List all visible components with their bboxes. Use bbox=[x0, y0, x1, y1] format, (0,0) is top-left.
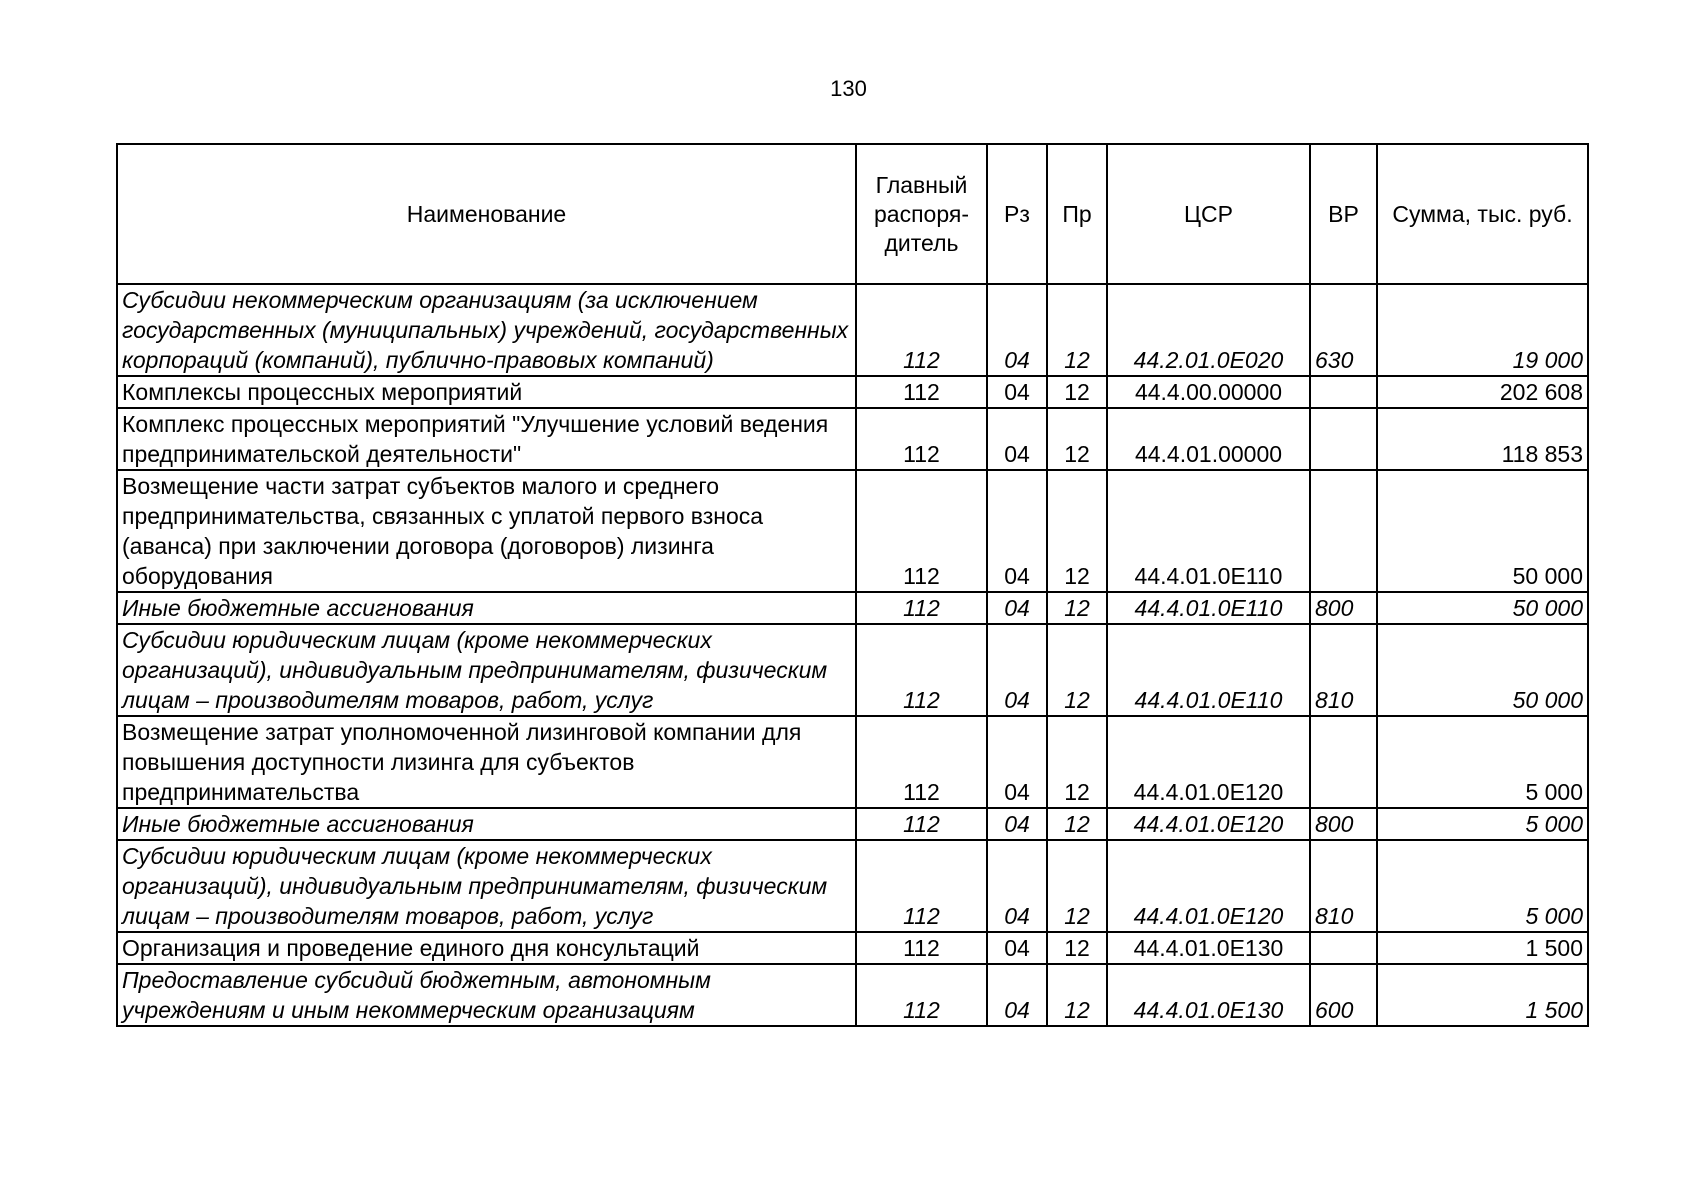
cell-section: 04 bbox=[987, 376, 1047, 408]
cell-name: Иные бюджетные ассигнования bbox=[117, 592, 856, 624]
table-row bbox=[117, 840, 1588, 932]
cell-name: Субсидии некоммерческим организациям (за исключением государственных (муниципальных) учреждений, государственных корпораций (компаний), публично-правовых компаний) bbox=[117, 284, 856, 376]
table-row bbox=[117, 408, 1588, 470]
table-row bbox=[117, 964, 1588, 1026]
cell-expense-type bbox=[1310, 716, 1377, 808]
cell-expense-type: 800 bbox=[1310, 592, 1377, 624]
cell-name: Комплекс процессных мероприятий "Улучшение условий ведения предпринимательской деятельности" bbox=[117, 408, 856, 470]
table-row bbox=[117, 624, 1588, 716]
cell-sum: 1 500 bbox=[1377, 964, 1588, 1026]
header-section: Рз bbox=[987, 144, 1047, 284]
cell-target-article: 44.4.01.00000 bbox=[1107, 408, 1310, 470]
cell-chief-manager: 112 bbox=[856, 716, 987, 808]
header-name: Наименование bbox=[117, 144, 856, 284]
cell-sum: 50 000 bbox=[1377, 592, 1588, 624]
table-row bbox=[117, 470, 1588, 592]
header-chief-manager: Главный распоря-дитель bbox=[856, 144, 987, 284]
cell-expense-type: 810 bbox=[1310, 624, 1377, 716]
header-subsection: Пр bbox=[1047, 144, 1107, 284]
cell-chief-manager: 112 bbox=[856, 592, 987, 624]
table-row bbox=[117, 376, 1588, 408]
cell-chief-manager: 112 bbox=[856, 840, 987, 932]
cell-name: Организация и проведение единого дня консультаций bbox=[117, 932, 856, 964]
cell-section: 04 bbox=[987, 624, 1047, 716]
cell-sum: 19 000 bbox=[1377, 284, 1588, 376]
cell-name: Субсидии юридическим лицам (кроме некоммерческих организаций), индивидуальным предпринимателям, физическим лицам – производителям товаров, работ, услуг bbox=[117, 840, 856, 932]
cell-target-article: 44.4.01.0Е120 bbox=[1107, 716, 1310, 808]
cell-sum: 50 000 bbox=[1377, 624, 1588, 716]
cell-chief-manager: 112 bbox=[856, 470, 987, 592]
table-row bbox=[117, 716, 1588, 808]
cell-name: Возмещение части затрат субъектов малого и среднего предпринимательства, связанных с уплатой первого взноса (аванса) при заключении договора (договоров) лизинга оборудования bbox=[117, 470, 856, 592]
table-row bbox=[117, 808, 1588, 840]
cell-subsection: 12 bbox=[1047, 964, 1107, 1026]
cell-sum: 202 608 bbox=[1377, 376, 1588, 408]
cell-target-article: 44.4.01.0Е120 bbox=[1107, 808, 1310, 840]
cell-name: Возмещение затрат уполномоченной лизинговой компании для повышения доступности лизинга для субъектов предпринимательства bbox=[117, 716, 856, 808]
cell-chief-manager: 112 bbox=[856, 932, 987, 964]
table-row bbox=[117, 932, 1588, 964]
cell-subsection: 12 bbox=[1047, 592, 1107, 624]
cell-expense-type: 810 bbox=[1310, 840, 1377, 932]
cell-chief-manager: 112 bbox=[856, 284, 987, 376]
cell-expense-type: 800 bbox=[1310, 808, 1377, 840]
cell-target-article: 44.2.01.0Е020 bbox=[1107, 284, 1310, 376]
table-row bbox=[117, 592, 1588, 624]
table-row bbox=[117, 284, 1588, 376]
cell-sum: 5 000 bbox=[1377, 716, 1588, 808]
cell-chief-manager: 112 bbox=[856, 376, 987, 408]
cell-section: 04 bbox=[987, 592, 1047, 624]
cell-sum: 5 000 bbox=[1377, 808, 1588, 840]
cell-target-article: 44.4.01.0Е130 bbox=[1107, 932, 1310, 964]
cell-sum: 118 853 bbox=[1377, 408, 1588, 470]
cell-name: Иные бюджетные ассигнования bbox=[117, 808, 856, 840]
cell-target-article: 44.4.01.0Е130 bbox=[1107, 964, 1310, 1026]
cell-subsection: 12 bbox=[1047, 716, 1107, 808]
cell-subsection: 12 bbox=[1047, 408, 1107, 470]
cell-expense-type bbox=[1310, 932, 1377, 964]
table-header-row bbox=[117, 144, 1588, 284]
cell-subsection: 12 bbox=[1047, 376, 1107, 408]
cell-section: 04 bbox=[987, 840, 1047, 932]
cell-sum: 5 000 bbox=[1377, 840, 1588, 932]
cell-expense-type: 630 bbox=[1310, 284, 1377, 376]
cell-chief-manager: 112 bbox=[856, 624, 987, 716]
cell-chief-manager: 112 bbox=[856, 808, 987, 840]
cell-name: Предоставление субсидий бюджетным, автономным учреждениям и иным некоммерческим организациям bbox=[117, 964, 856, 1026]
cell-section: 04 bbox=[987, 808, 1047, 840]
page-number: 130 bbox=[830, 76, 867, 101]
cell-target-article: 44.4.01.0Е120 bbox=[1107, 840, 1310, 932]
cell-sum: 50 000 bbox=[1377, 470, 1588, 592]
cell-section: 04 bbox=[987, 408, 1047, 470]
cell-subsection: 12 bbox=[1047, 808, 1107, 840]
cell-subsection: 12 bbox=[1047, 840, 1107, 932]
cell-chief-manager: 112 bbox=[856, 964, 987, 1026]
cell-target-article: 44.4.01.0Е110 bbox=[1107, 624, 1310, 716]
cell-sum: 1 500 bbox=[1377, 932, 1588, 964]
cell-section: 04 bbox=[987, 470, 1047, 592]
cell-expense-type bbox=[1310, 470, 1377, 592]
header-target-article: ЦСР bbox=[1107, 144, 1310, 284]
cell-expense-type: 600 bbox=[1310, 964, 1377, 1026]
cell-chief-manager: 112 bbox=[856, 408, 987, 470]
cell-subsection: 12 bbox=[1047, 932, 1107, 964]
cell-section: 04 bbox=[987, 964, 1047, 1026]
cell-section: 04 bbox=[987, 284, 1047, 376]
cell-target-article: 44.4.00.00000 bbox=[1107, 376, 1310, 408]
cell-section: 04 bbox=[987, 932, 1047, 964]
cell-target-article: 44.4.01.0Е110 bbox=[1107, 592, 1310, 624]
cell-subsection: 12 bbox=[1047, 624, 1107, 716]
header-sum: Сумма, тыс. руб. bbox=[1377, 144, 1588, 284]
cell-target-article: 44.4.01.0Е110 bbox=[1107, 470, 1310, 592]
cell-subsection: 12 bbox=[1047, 284, 1107, 376]
cell-expense-type bbox=[1310, 376, 1377, 408]
budget-table bbox=[116, 143, 1589, 1027]
cell-section: 04 bbox=[987, 716, 1047, 808]
header-expense-type: ВР bbox=[1310, 144, 1377, 284]
cell-subsection: 12 bbox=[1047, 470, 1107, 592]
cell-name: Субсидии юридическим лицам (кроме некоммерческих организаций), индивидуальным предпринимателям, физическим лицам – производителям товаров, работ, услуг bbox=[117, 624, 856, 716]
cell-expense-type bbox=[1310, 408, 1377, 470]
cell-name: Комплексы процессных мероприятий bbox=[117, 376, 856, 408]
